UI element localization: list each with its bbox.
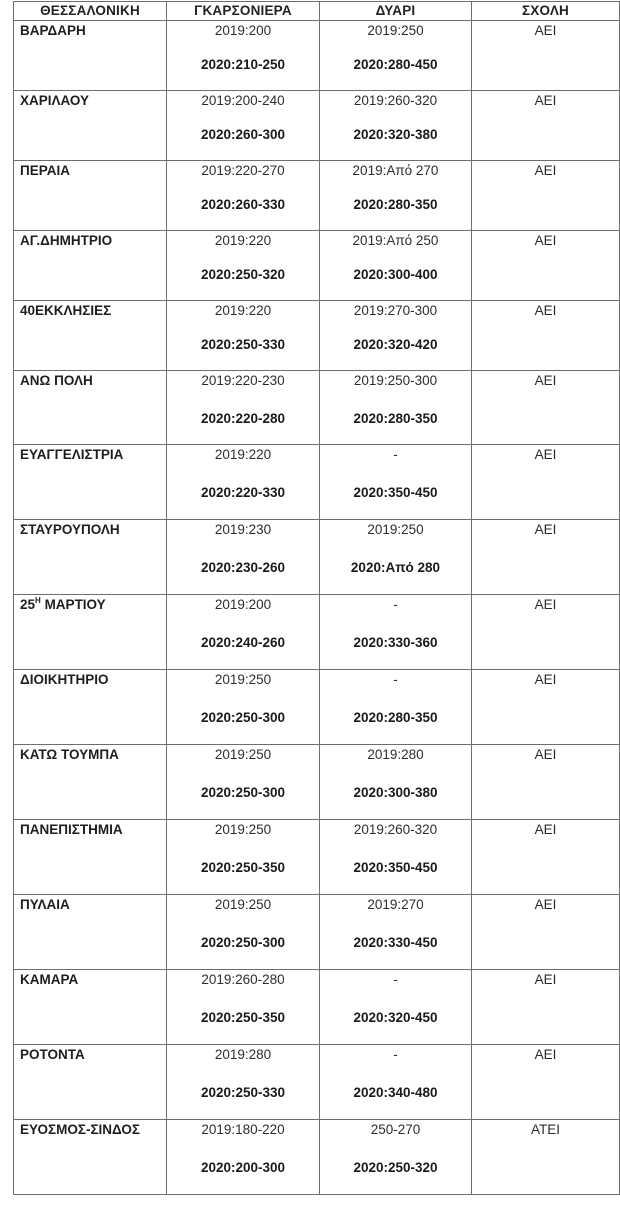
- price-2020: 2020:220-330: [200, 485, 286, 500]
- school-cell: ΑΕΙ: [472, 91, 620, 161]
- table-row: [14, 371, 620, 445]
- table-row: [14, 161, 620, 231]
- school-cell: ΑΕΙ: [472, 1045, 620, 1120]
- table-row: [14, 301, 620, 371]
- price-2020: 2020:Από 280: [350, 560, 441, 575]
- header-school: ΣΧΟΛΗ: [472, 2, 620, 21]
- school-cell: ΑΕΙ: [472, 820, 620, 895]
- price-2020: 2020:300-380: [353, 785, 438, 800]
- price-2020: 2020:330-360: [353, 635, 438, 650]
- table-row: [14, 445, 620, 520]
- header-studio: ΓΚΑΡΣΟΝΙΕΡΑ: [167, 2, 320, 21]
- area-cell: ΕΥΑΓΓΕΛΙΣΤΡΙΑ: [14, 445, 167, 520]
- price-2019: 2019:280: [214, 1047, 272, 1062]
- price-2019: 2019:220-230: [201, 373, 285, 388]
- price-2019: 2019:230: [214, 522, 272, 537]
- table-row: [14, 595, 620, 670]
- area-cell: ΑΝΩ ΠΟΛΗ: [14, 371, 167, 445]
- studio-price-cell: [167, 520, 320, 595]
- price-2020: 2020:240-260: [200, 635, 286, 650]
- area-cell: ΑΓ.ΔΗΜΗΤΡΙΟ: [14, 231, 167, 301]
- price-2020: 2020:280-450: [353, 57, 438, 72]
- header-two-room: ΔΥΑΡΙ: [320, 2, 472, 21]
- price-2020: 2020:280-350: [353, 411, 438, 426]
- two-room-price-cell: [320, 1120, 472, 1195]
- price-2019: 2019:250: [367, 522, 424, 537]
- area-cell: ΧΑΡΙΛΑΟΥ: [14, 91, 167, 161]
- school-cell: ΑΕΙ: [472, 21, 620, 91]
- price-2020: 2020:250-320: [353, 1160, 438, 1175]
- ordinal-superscript: Η: [35, 596, 41, 605]
- price-2019: 2019:220: [214, 303, 272, 318]
- price-2020: 2020:280-350: [353, 710, 438, 725]
- price-2020: 2020:250-300: [200, 935, 286, 950]
- price-2019: 2019:200: [214, 23, 272, 38]
- price-2019: -: [393, 1047, 398, 1062]
- price-2019: 2019:250: [214, 897, 272, 912]
- price-2020: 2020:300-400: [353, 267, 438, 282]
- price-2020: 2020:200-300: [200, 1160, 286, 1175]
- price-2019: 2019:220-270: [201, 163, 285, 178]
- price-2020: 2020:330-450: [353, 935, 438, 950]
- table-row: [14, 520, 620, 595]
- price-2019: -: [393, 972, 398, 987]
- price-2020: 2020:260-330: [200, 197, 286, 212]
- school-cell: ΑΤΕΙ: [472, 1120, 620, 1195]
- price-2019: -: [393, 597, 398, 612]
- school-cell: ΑΕΙ: [472, 231, 620, 301]
- studio-price-cell: [167, 970, 320, 1045]
- studio-price-cell: [167, 301, 320, 371]
- price-2020: 2020:250-300: [200, 710, 286, 725]
- price-2019: 2019:260-280: [201, 972, 285, 987]
- price-2020: 2020:340-480: [353, 1085, 438, 1100]
- area-cell: ΔΙΟΙΚΗΤΗΡΙΟ: [14, 670, 167, 745]
- two-room-price-cell: [320, 91, 472, 161]
- two-room-price-cell: [320, 301, 472, 371]
- price-2020: 2020:220-280: [200, 411, 286, 426]
- area-name: ΜΑΡΤΙΟΥ: [40, 597, 106, 612]
- studio-price-cell: [167, 231, 320, 301]
- school-cell: ΑΕΙ: [472, 970, 620, 1045]
- price-2020: 2020:210-250: [200, 57, 286, 72]
- two-room-price-cell: [320, 21, 472, 91]
- table-row: [14, 670, 620, 745]
- price-2019: 2019:220: [214, 447, 272, 462]
- price-2019: 2019:200-240: [201, 93, 285, 108]
- school-cell: ΑΕΙ: [472, 670, 620, 745]
- studio-price-cell: [167, 895, 320, 970]
- price-2019: 2019:260-320: [353, 93, 438, 108]
- price-2019: 2019:250-300: [353, 373, 438, 388]
- price-2020: 2020:250-330: [200, 1085, 286, 1100]
- studio-price-cell: [167, 1120, 320, 1195]
- studio-price-cell: [167, 91, 320, 161]
- two-room-price-cell: [320, 895, 472, 970]
- table-row: [14, 820, 620, 895]
- header-row: [14, 2, 620, 21]
- two-room-price-cell: [320, 520, 472, 595]
- two-room-price-cell: [320, 445, 472, 520]
- price-2019: 2019:270: [367, 897, 424, 912]
- two-room-price-cell: [320, 1045, 472, 1120]
- price-2019: 2019:250: [367, 23, 424, 38]
- studio-price-cell: [167, 21, 320, 91]
- price-2019: 2019:Από 270: [352, 163, 439, 178]
- area-cell: ΠΥΛΑΙΑ: [14, 895, 167, 970]
- studio-price-cell: [167, 371, 320, 445]
- price-2019: 250-270: [370, 1122, 421, 1137]
- area-cell: [14, 595, 167, 670]
- two-room-price-cell: [320, 231, 472, 301]
- table-row: [14, 1045, 620, 1120]
- school-cell: ΑΕΙ: [472, 745, 620, 820]
- table-row: [14, 91, 620, 161]
- price-2020: 2020:250-350: [200, 1010, 286, 1025]
- two-room-price-cell: [320, 820, 472, 895]
- studio-price-cell: [167, 445, 320, 520]
- price-2020: 2020:320-420: [353, 337, 438, 352]
- price-2020: 2020:350-450: [353, 860, 438, 875]
- two-room-price-cell: [320, 745, 472, 820]
- school-cell: ΑΕΙ: [472, 595, 620, 670]
- price-2019: 2019:250: [214, 747, 272, 762]
- price-2019: -: [393, 447, 398, 462]
- price-2019: 2019:Από 250: [352, 233, 439, 248]
- price-2020: 2020:320-450: [353, 1010, 438, 1025]
- price-2019: -: [393, 672, 398, 687]
- two-room-price-cell: [320, 595, 472, 670]
- area-cell: ΚΑΜΑΡΑ: [14, 970, 167, 1045]
- area-cell: ΚΑΤΩ ΤΟΥΜΠΑ: [14, 745, 167, 820]
- table-row: [14, 970, 620, 1045]
- area-cell: ΡΟΤΟΝΤΑ: [14, 1045, 167, 1120]
- table-row: [14, 1120, 620, 1195]
- price-2020: 2020:250-330: [200, 337, 286, 352]
- price-2020: 2020:260-300: [200, 127, 286, 142]
- school-cell: ΑΕΙ: [472, 301, 620, 371]
- area-cell: ΠΑΝΕΠΙΣΤΗΜΙΑ: [14, 820, 167, 895]
- studio-price-cell: [167, 1045, 320, 1120]
- two-room-price-cell: [320, 371, 472, 445]
- area-cell: ΠΕΡΑΙΑ: [14, 161, 167, 231]
- area-cell: ΕΥΟΣΜΟΣ-ΣΙΝΔΟΣ: [14, 1120, 167, 1195]
- school-cell: ΑΕΙ: [472, 445, 620, 520]
- price-2019: 2019:280: [367, 747, 424, 762]
- price-2020: 2020:230-260: [200, 560, 286, 575]
- table-row: [14, 745, 620, 820]
- school-cell: ΑΕΙ: [472, 895, 620, 970]
- price-2020: 2020:250-300: [200, 785, 286, 800]
- price-2019: 2019:200: [214, 597, 272, 612]
- school-cell: ΑΕΙ: [472, 161, 620, 231]
- price-2020: 2020:250-350: [200, 860, 286, 875]
- price-2020: 2020:350-450: [353, 485, 438, 500]
- school-cell: ΑΕΙ: [472, 371, 620, 445]
- area-cell: 40ΕΚΚΛΗΣΙΕΣ: [14, 301, 167, 371]
- rent-prices-table: [13, 1, 620, 1195]
- header-area: ΘΕΣΣΑΛΟΝΙΚΗ: [14, 2, 167, 21]
- price-2019: 2019:250: [214, 822, 272, 837]
- price-2019: 2019:270-300: [353, 303, 438, 318]
- price-2019: 2019:180-220: [201, 1122, 285, 1137]
- studio-price-cell: [167, 161, 320, 231]
- price-2020: 2020:280-350: [353, 197, 438, 212]
- studio-price-cell: [167, 670, 320, 745]
- table-row: [14, 231, 620, 301]
- price-2020: 2020:320-380: [353, 127, 438, 142]
- table-row: [14, 895, 620, 970]
- studio-price-cell: [167, 745, 320, 820]
- studio-price-cell: [167, 820, 320, 895]
- studio-price-cell: [167, 595, 320, 670]
- area-cell: ΒΑΡΔΑΡΗ: [14, 21, 167, 91]
- school-cell: ΑΕΙ: [472, 520, 620, 595]
- price-2019: 2019:220: [214, 233, 272, 248]
- two-room-price-cell: [320, 970, 472, 1045]
- price-2020: 2020:250-320: [200, 267, 286, 282]
- area-number: 25: [20, 597, 36, 612]
- two-room-price-cell: [320, 161, 472, 231]
- price-2019: 2019:260-320: [353, 822, 438, 837]
- area-cell: ΣΤΑΥΡΟΥΠΟΛΗ: [14, 520, 167, 595]
- two-room-price-cell: [320, 670, 472, 745]
- price-2019: 2019:250: [214, 672, 272, 687]
- table-row: [14, 21, 620, 91]
